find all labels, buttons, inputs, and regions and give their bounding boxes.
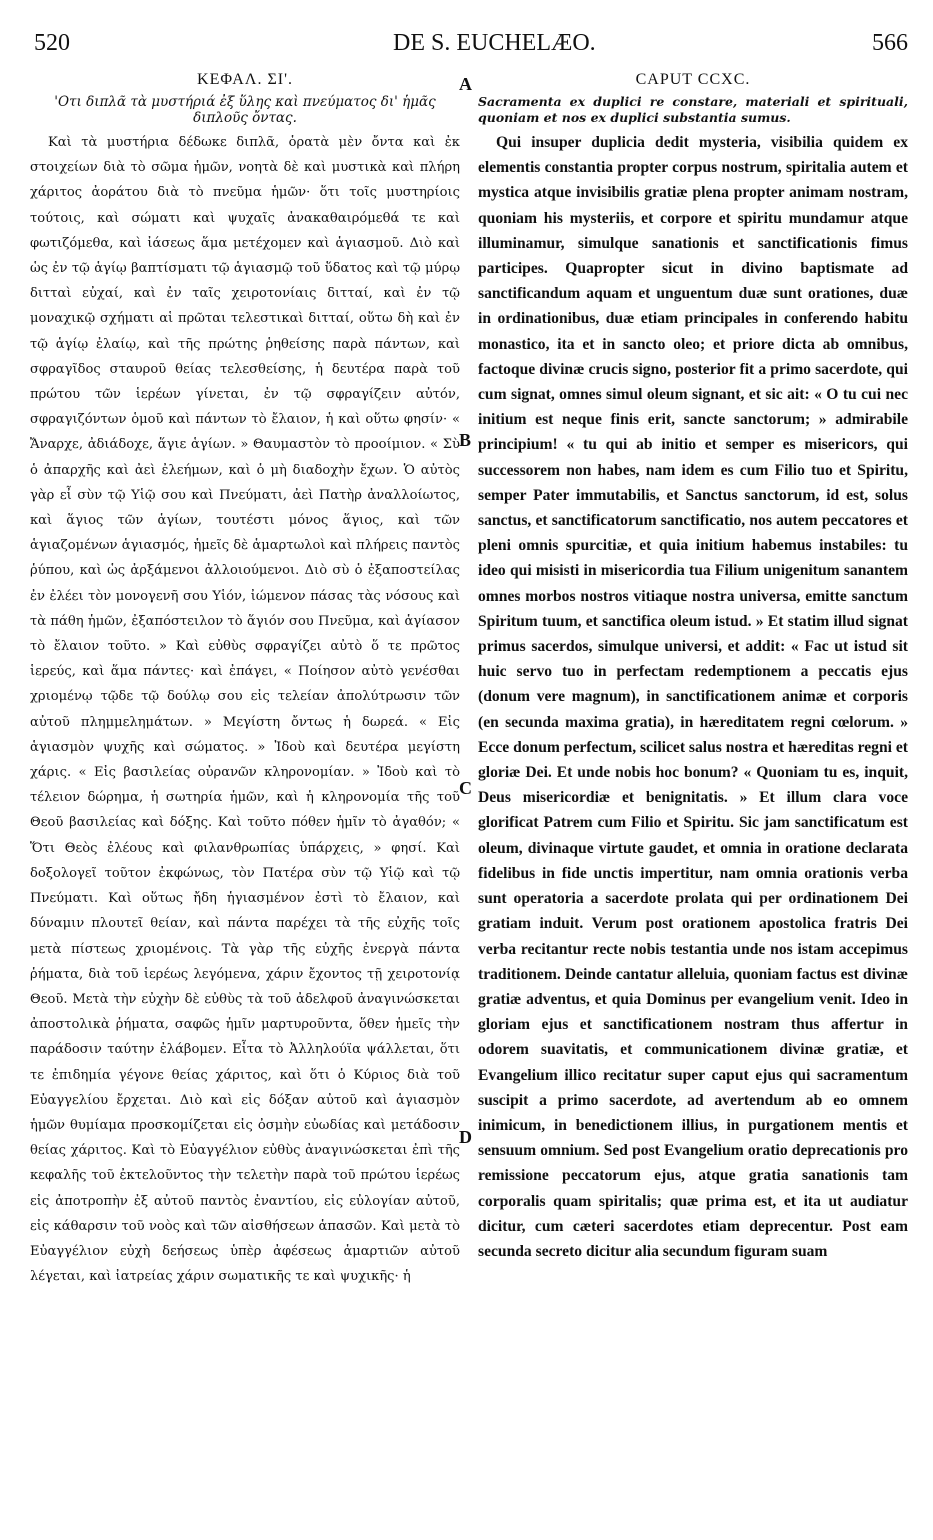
- latin-chapter-summary: Sacramenta ex duplici re constare, materiali et spirituali, quoniam et nos ex duplici substantia sumus.: [478, 94, 908, 125]
- page-number-left: 520: [34, 30, 70, 56]
- margin-marker-d: D: [459, 1127, 472, 1147]
- margin-marker-c: C: [459, 778, 472, 798]
- page-number-right: 566: [872, 30, 908, 56]
- greek-chapter-summary: 'Οτι διπλᾶ τὰ μυστήριά ἐξ ὕλης καὶ πνεύματος δι' ἡμᾶς διπλοῦς ὄντας.: [54, 94, 436, 126]
- running-title: DE S. EUCHELÆO.: [393, 30, 596, 56]
- page-header: [28, 30, 908, 60]
- margin-marker-b: B: [459, 430, 472, 450]
- latin-chapter-heading: CAPUT CCXC.: [635, 71, 751, 88]
- latin-column: [478, 70, 908, 1264]
- margin-marker-a: A: [459, 74, 472, 94]
- greek-column: [30, 70, 460, 1289]
- greek-body-text: Καὶ τὰ μυστήρια δέδωκε διπλᾶ, ὁρατὰ μὲν ὄντα καὶ ἐκ στοιχείων διὰ τὸ σῶμα ἡμῶν, νοητὰ δὲ καὶ μυστικὰ καὶ πλήρη χάριτος ἀοράτου διὰ τὸ πνεῦμα ἡμῶν· ὅτι τοῖς μυστηρίοις τούτοις, καὶ σώματι καὶ ψυχαῖς ἀνακαθαιρόμεθά τε καὶ φωτιζόμεθα, καὶ ἰάσεως ἅμα μετέχομεν καὶ ἁγιασμοῦ. Διὸ καὶ ὡς ἐν τῷ ἁγίῳ βαπτίσματι τῷ ἁγιασμῷ τοῦ ὕδατος καὶ τῷ μύρῳ διτταὶ εὐχαί, καὶ ἐν ταῖς χειροτονίαις διτταί, καὶ ἐν τῷ μοναχικῷ σχήματι αἱ πρῶται τελεστικαὶ διτταί, οὕτω δὴ καὶ ἐν τῷ ἁγίῳ ἐλαίῳ, καὶ τῆς πρώτης ῥηθείσης παρὰ πάντων, καὶ σφραγῖδος σταυροῦ θείας τελεσθείσης, ἡ δευτέρα παρὰ τοῦ πρώτου τῶν ἱερέων γίνεται, ἐν τῷ σφραγίζειν αὐτόν, σφραγιζόντων ὁμοῦ καὶ πάντων τὸ ἔλαιον, ἡ καὶ οὕτω φησίν· « Ἄναρχε, ἀδιάδοχε, ἅγιε ἁγίων. » Θαυμαστὸν τὸ προοίμιον. « Σὺ ὁ ἀπαρχῆς καὶ ἀεὶ ἐλεήμων, καὶ ὁ μὴ διαδοχὴν ἔχων. Ὁ αὐτὸς γὰρ εἶ σὺν τῷ Υἱῷ σου καὶ Πνεύματι, ἀεὶ Πατὴρ ἀναλλοίωτος, καὶ ἅγιος τῶν ἁγίων, τουτέστι μόνος ἅγιος, καὶ τῶν ἁγιαζομένων ἁγιασμός, ἡμεῖς δὲ ἁμαρτωλοὶ καὶ πλήρεις παντὸς ῥύπου, καὶ ὡς ἀρξάμενοι ἀλλοιούμενοι. Διὸ σὺ ὁ ἐξαποστείλας ἐν ἐλέει τὸν μονογενῆ σου Υἱόν, ἰώμενον πάσας τὰς νόσους καὶ τὰ πάθη ἡμῶν, ἐξαπόστειλον τὸ ἅγιόν σου Πνεῦμα, καὶ ἁγίασον τὸ ἔλαιον τοῦτο. » Καὶ εὐθὺς σφραγίζει αὐτὸ ὅ τε πρῶτος ἱερεύς, καὶ ἅμα πάντες· καὶ ἐπάγει, « Ποίησον αὐτὸ γενέσθαι χριομένῳ τῷδε τῷ δούλῳ σου εἰς τελείαν ἀπολύτρωσιν τῶν αὐτοῦ πλημμελημάτων. » Μεγίστη ὄντως ἡ δωρεά. « Εἰς ἁγιασμὸν ψυχῆς καὶ σώματος. » Ἰδοὺ καὶ δευτέρα μεγίστη χάρις. « Εἰς βασιλείας οὐρανῶν κληρονομίαν. » Ἰδοὺ καὶ τὸ τέλειον δώρημα, ἡ σωτηρία ἡμῶν, καὶ ἡ κληρονομία τῆς τοῦ Θεοῦ βασιλείας καὶ δόξης. Καὶ τοῦτο πόθεν ἡμῖν τὸ ἀγαθόν; « Ὅτι Θεὸς ἐλέους καὶ φιλανθρωπίας ὑπάρχεις, » φησί. Καὶ δοξολογεῖ τοῦτον ἐκφώνως, τὸν Πατέρα σὺν τῷ Υἱῷ καὶ τῷ Πνεύματι. Καὶ οὕτως ἤδη ἡγιασμένον ἐστὶ τὸ ἔλαιον, καὶ δύναμιν πλουτεῖ θείαν, καὶ πάντα παρέχει τὰ τῆς εὐχῆς τοῖς μετὰ πίστεως χριομένοις. Τὰ γὰρ τῆς εὐχῆς ἐνεργὰ πάντα ῥήματα, διὰ τοῦ ἱερέως λεγόμενα, χάριν ἔχοντος τῇ χειροτονίᾳ Θεοῦ. Μετὰ τὴν εὐχὴν δὲ εὐθὺς τὰ τοῦ ἀδελφοῦ ἀναγινώσκεται ἀποστολικὰ ῥήματα, σαφῶς ἡμῖν μαρτυροῦντα, ὅθεν ἡμεῖς τὴν παράδοσιν ταύτην ἐλάβομεν. Εἶτα τὸ Ἀλληλούϊα ψάλλεται, ὅτι τε ἐπιδημία γέγονε θείας χάριτος, καὶ ὅτι ὁ Κύριος διὰ τοῦ Εὐαγγελίου ἔρχεται. Διὸ καὶ εἰς δόξαν αὐτοῦ καὶ ἁγιασμὸν ἡμῶν θυμίαμα προσκομίζεται εἰς ὀσμὴν εὐωδίας καὶ μετάδοσιν θείας χάριτος. Καὶ τὸ Εὐαγγέλιον εὐθὺς ἀναγινώσκεται ἐπὶ τῆς κεφαλῆς τοῦ ἐκτελοῦντος τὴν τελετὴν παρὰ τοῦ πρώτου ἱερέως εἰς ἀποτροπὴν ἐξ αὐτοῦ παντὸς ἐναντίου, εἰς εὐλογίαν αὐτοῦ, εἰς κάθαρσιν τοῦ νοὸς καὶ τῶν αἰσθήσεων ἁπασῶν. Καὶ μετὰ τὸ Εὐαγγέλιον εὐχὴ δεήσεως ὑπὲρ ἀφέσεως ἁμαρτιῶν αὐτοῦ λέγεται, καὶ ἰατρείας χάριν σωματικῆς τε καὶ ψυχικῆς· ἡ: [30, 135, 460, 1285]
- greek-chapter-heading: ΚΕΦΑΛ. ΣΙ'.: [197, 71, 293, 88]
- latin-body-text: Qui insuper duplicia dedit mysteria, visibilia quidem ex elementis constantia propter corpus nostrum, spiritalia autem et mystica atque invisibilis gratiæ plena propter animam nostram, quoniam his mysteriis, et corpore et spiritu mundamur atque illuminamur, simulque sanationis et sanctificationis fimus participes. Quapropter sicut in divino baptismate ad sanctificandum aquam et unguentum duæ sunt orationes, duæ in ordinationibus, duæ etiam principales in conferendo habitu monastico, ita et in sancto oleo; et priore dicta ab omnibus, factoque divinæ crucis signo, posterior fit a primo sacerdote, qui cum signat, omnes simul oleum signant, et sic ait: « O tu cui nec initium est neque finis erit, sancte sanctorum; » admirabile principium! « tu qui ab initio et semper es misericors, qui successorem non habes, nam idem es cum Filio tuo et Spiritu, semper Pater immutabilis, et Sanctus sanctorum, id est, solus sanctus, et sanctificatorum sanctificatio, nos autem peccatores et pleni omnis spurcitiæ, et quia initium habemus instabiles: tu ideo qui misisti in misericordia tua Filium unigenitum sanantem omnes morbos nostros vitiaque nostra universa, emitte sanctum Spiritum tuum, et sanctifica oleum istud. » Et statim illud signat primus sacerdos, simulque universi, et addit: « Fac ut istud sit huic servo tuo in perfectam redemptionem a peccatis ejus (donum vere magnum), in sanctificationem animæ et corporis (en secunda maxima gratia), in hæreditatem regni cœlorum. » Ecce donum perfectum, scilicet salus nostra et hæreditas regni et gloriæ Dei. Et unde nobis hoc bonum? « Quoniam tu es, inquit, Deus misericordiæ et benignitatis. » Et illum clara voce glorificat Patrem cum Filio et Spiritu. Sic jam sanctificatum est oleum, divinaque virtute gaudet, et omnia in oratione declarata fidelibus in fide unctis impertitur, nam omnia orationis verba sunt operatoria a sacerdote prolata qui per ordinationem Dei gratiam induit. Verum post orationem apostolica fratris Dei verba recitantur recte nobis testantia unde nos istam accepimus traditionem. Deinde cantatur alleluia, quoniam factus est divinæ gratiæ adventus, et quia Dominus per evangelium venit. Ideo in gloriam ejus et sanctificationem nostram thus affertur in odorem suavitatis, et communicationem divinæ gratiæ, et Evangelium illico recitatur super caput ejus qui sacramentum suscipit a primo sacerdote, ad avertendum ab eo omnem inimicum, in benedictionem illius, in purgationem mentis et sensuum omnium. Sed post Evangelium oratio deprecationis pro remissione peccatorum ejus, atque gratia sanationis tam corporalis quam spiritalis; quæ prima est, et ita ut audiatur dicitur, cum cæteri sacerdotes etiam deprecentur. Post eam secunda secreto dicitur alia secundum figuram suam: [478, 134, 908, 1260]
